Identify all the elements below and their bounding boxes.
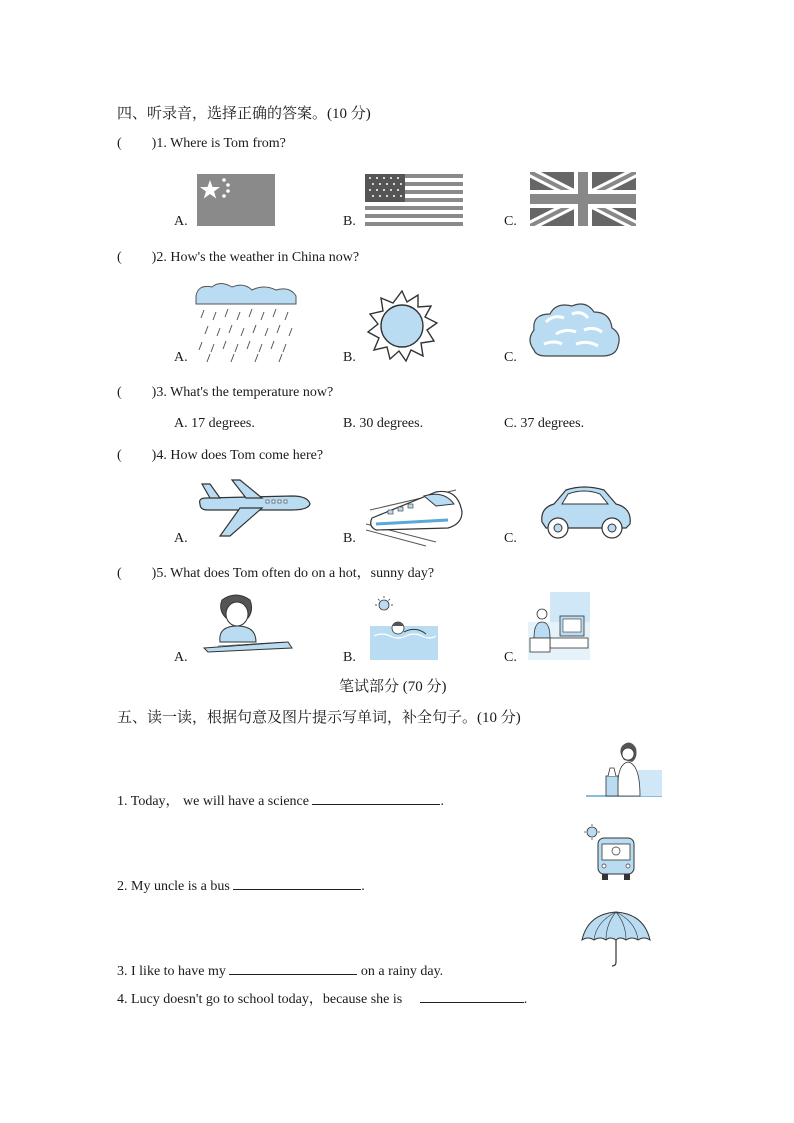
sentence-end: . (440, 794, 444, 809)
question-2 (117, 250, 359, 266)
china-flag-icon (197, 174, 275, 226)
option-a: A. (174, 350, 188, 365)
option-b: B. (343, 531, 356, 546)
question-text: How's the weather in China now? (170, 250, 360, 265)
sentence-1 (117, 790, 444, 810)
paren-open: ( (117, 136, 122, 151)
option-a: A. 17 degrees. (174, 416, 255, 431)
rain-icon (194, 282, 298, 364)
paren-close: ) (151, 385, 157, 400)
question-text: How does Tom come here? (170, 448, 324, 463)
question-text: What does Tom often do on a hot，sunny day? (170, 566, 435, 581)
option-c: C. (504, 350, 517, 365)
option-c: C. (504, 531, 517, 546)
section4-title: 四、听录音，选择正确的答案。(10 分) (117, 106, 371, 122)
paren-open: ( (117, 250, 122, 265)
question-4 (117, 448, 323, 464)
plane-icon (196, 478, 312, 540)
option-a: A. (174, 531, 188, 546)
fill-blank-3[interactable] (229, 960, 357, 975)
paren-open: ( (117, 566, 122, 581)
uk-flag-icon (530, 172, 636, 226)
usa-flag-icon (365, 174, 463, 226)
paren-open: ( (117, 385, 122, 400)
option-a: A. (174, 214, 188, 229)
paren-close: ) (151, 250, 157, 265)
option-b: B. (343, 650, 356, 665)
question-text: Where is Tom from? (170, 136, 286, 151)
swimming-icon (370, 596, 438, 660)
cloud-icon (526, 300, 622, 362)
option-b: B. (343, 350, 356, 365)
paren-close: ) (151, 448, 157, 463)
computer-icon (528, 592, 590, 660)
question-text: What's the temperature now? (170, 385, 334, 400)
option-a: A. (174, 650, 188, 665)
sun-icon (366, 290, 438, 362)
paren-close: ) (151, 136, 157, 151)
option-c: C. (504, 214, 517, 229)
sentence-3 (117, 960, 443, 980)
question-number: 3. (156, 385, 167, 400)
option-b: B. 30 degrees. (343, 416, 424, 431)
written-part-title: 笔试部分 (70 分) (339, 679, 447, 695)
car-icon (538, 484, 634, 542)
fill-blank-2[interactable] (233, 875, 361, 890)
sentence-text: 3. I like to have my (117, 964, 226, 979)
sentence-text: 2. My uncle is a bus (117, 879, 230, 894)
option-b: B. (343, 214, 356, 229)
train-icon (366, 480, 466, 548)
option-c: C. 37 degrees. (504, 416, 585, 431)
sentence-end: on a rainy day. (360, 964, 444, 979)
reading-boy-icon (198, 592, 294, 654)
question-5 (117, 562, 434, 582)
question-number: 4. (156, 448, 167, 463)
question-1 (117, 136, 286, 152)
sentence-text: 4. Lucy doesn't go to school today，because she is (117, 992, 403, 1007)
sentence-text: 1. Today， we will have a science (117, 794, 309, 809)
fill-blank-4[interactable] (420, 988, 524, 1003)
question-3 (117, 385, 333, 401)
question-number: 2. (156, 250, 167, 265)
sentence-end: . (361, 879, 365, 894)
question-number: 1. (156, 136, 167, 151)
scientist-icon (586, 740, 662, 798)
bus-driver-icon (584, 824, 640, 882)
sentence-2 (117, 875, 365, 895)
paren-open: ( (117, 448, 122, 463)
option-c: C. (504, 650, 517, 665)
paren-close: ) (151, 566, 157, 581)
sentence-end: . (523, 992, 528, 1007)
umbrella-icon (580, 910, 652, 968)
sentence-4 (117, 988, 527, 1008)
question-number: 5. (156, 566, 167, 581)
fill-blank-1[interactable] (312, 790, 440, 805)
section5-title: 五、读一读，根据句意及图片提示写单词，补全句子。(10 分) (117, 710, 521, 726)
